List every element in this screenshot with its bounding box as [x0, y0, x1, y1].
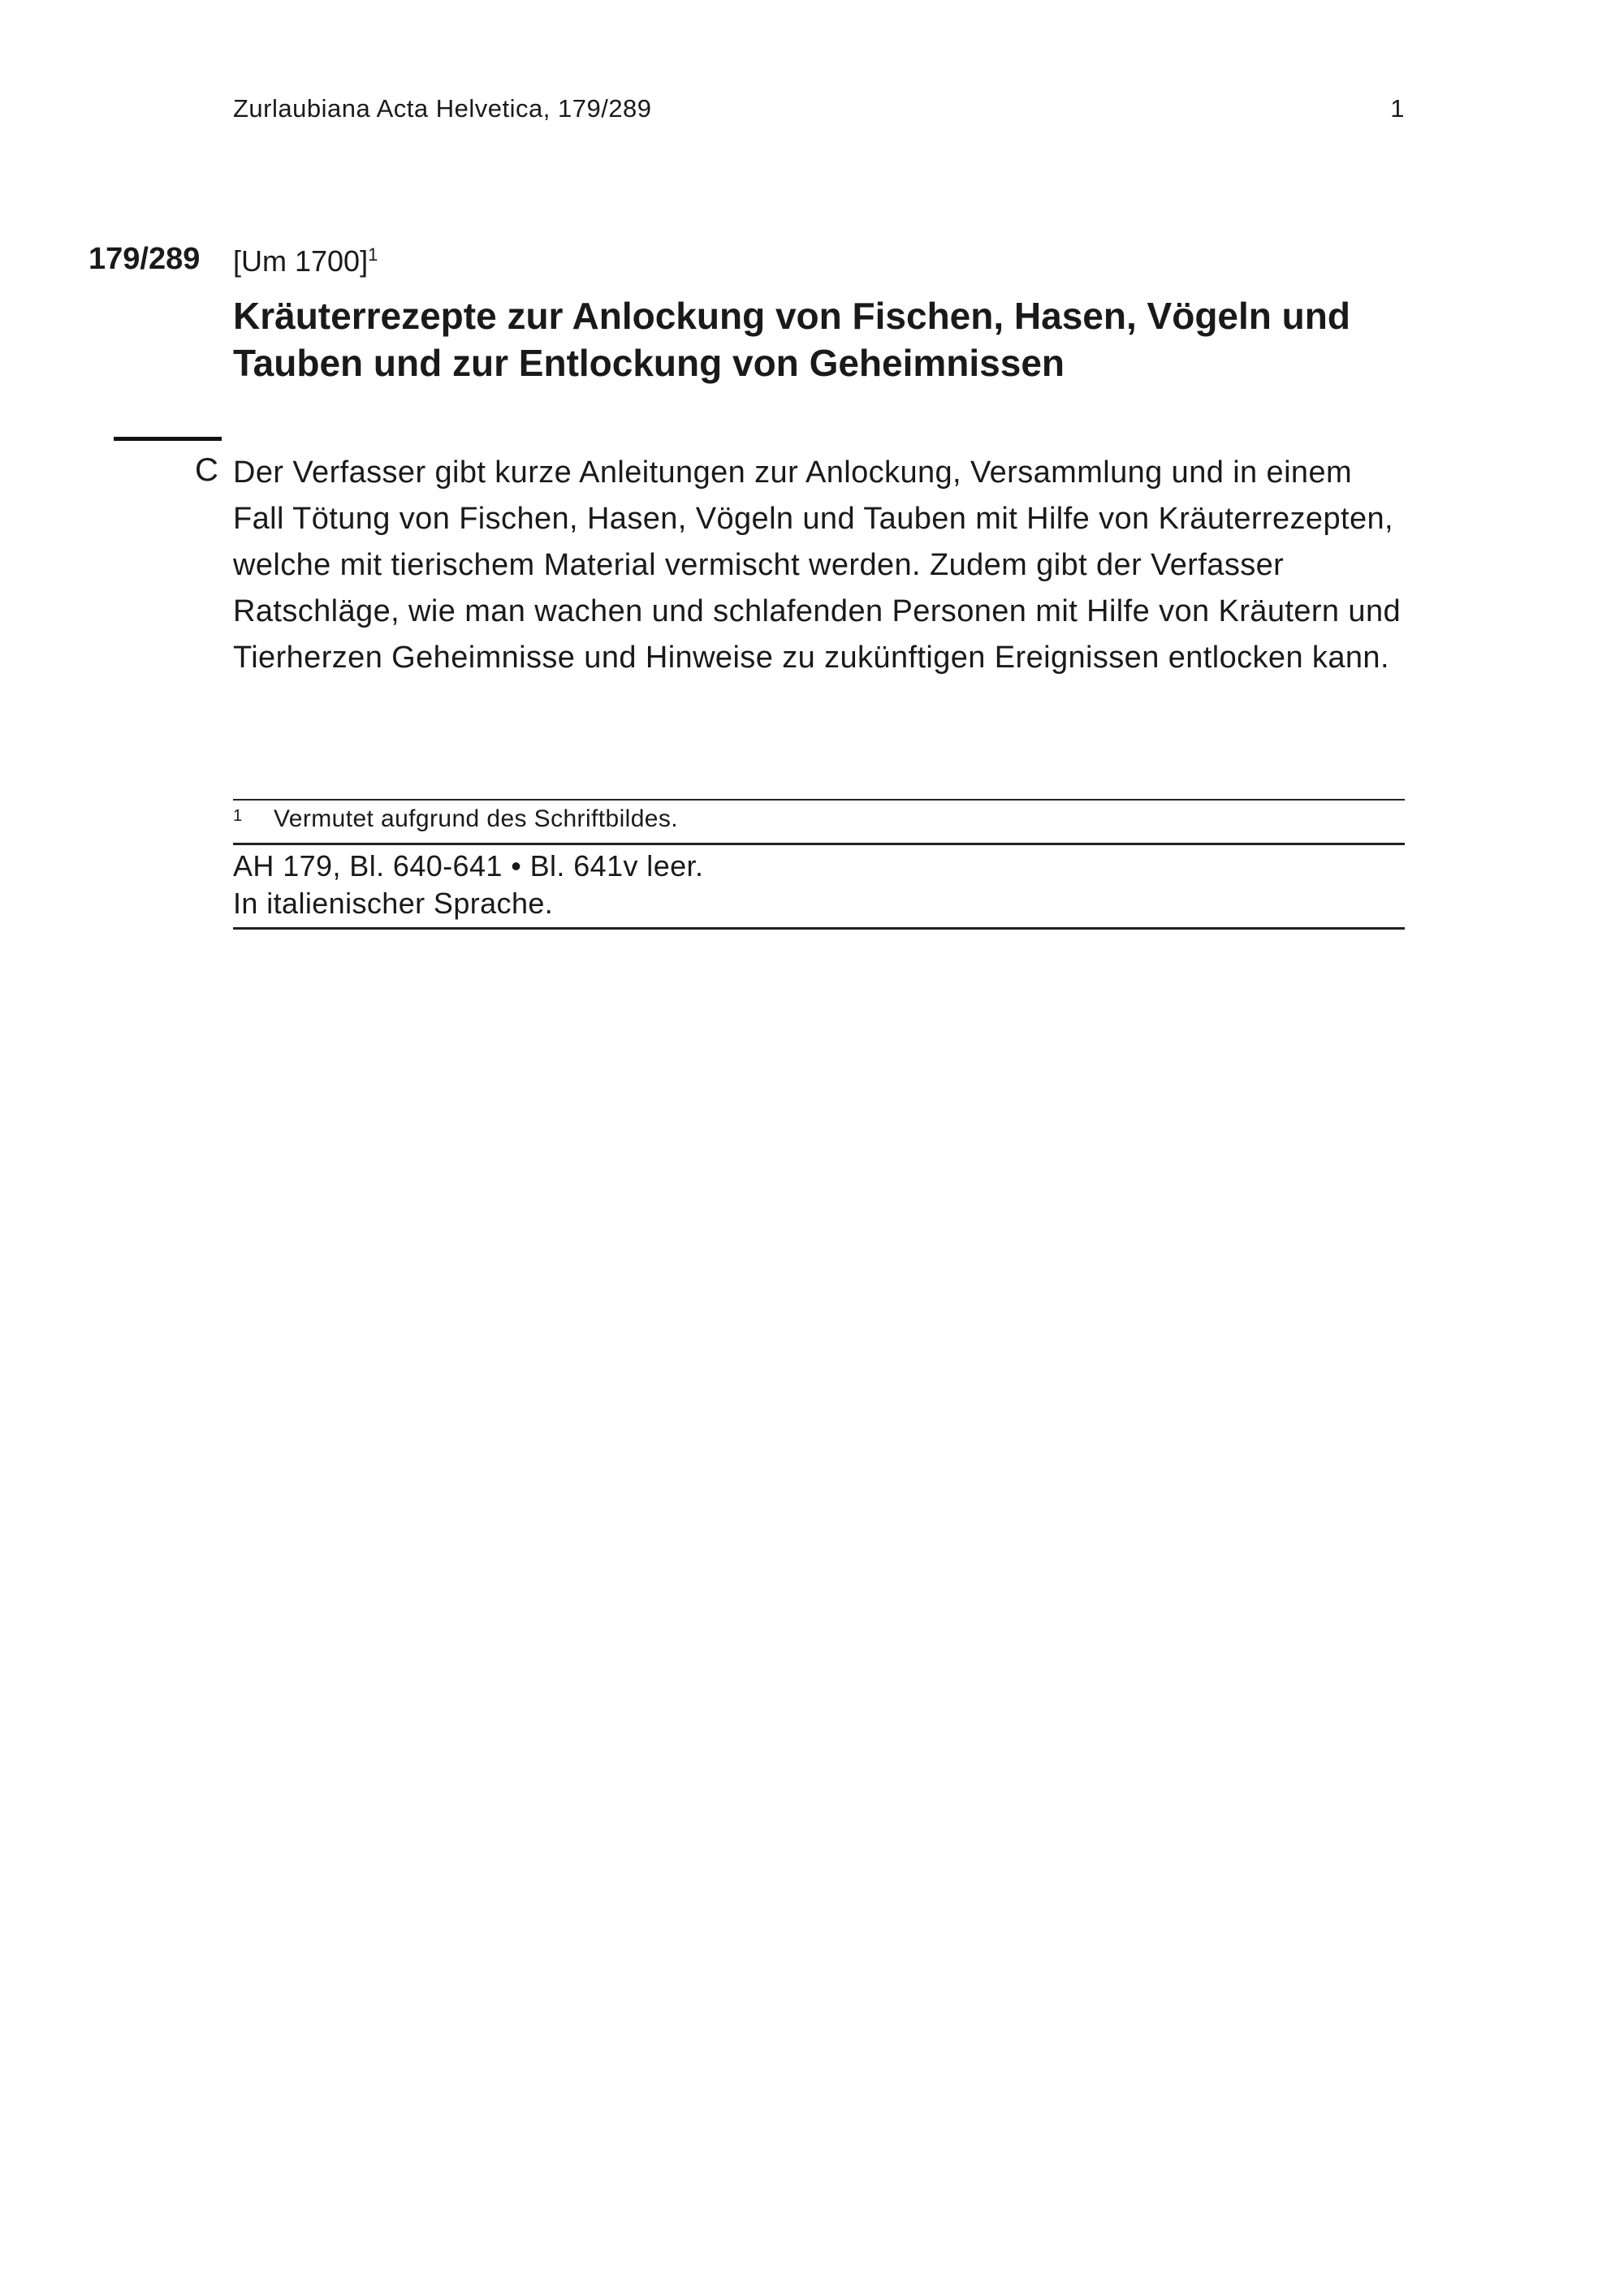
source-divider-bottom: [233, 927, 1405, 930]
source-reference: AH 179, Bl. 640-641 • Bl. 641v leer.: [233, 849, 704, 883]
document-title: Kräuterrezepte zur Anlockung von Fischen, Hasen, Vögeln und Tauben und zur Entlockung von Geheimnissen: [233, 295, 1350, 384]
summary-text: Der Verfasser gibt kurze Anleitungen zur Anlockung, Versammlung und in einem Fall Tötung von Fischen, Hasen, Vögeln und Tauben mit Hilfe von Kräuterrezepten, welche mit tierischem Material vermischt werden. Zudem gibt der Verfasser Ratschläge, wie man wachen und schlafenden Personen mit Hilfe von Kräutern und Tierherzen Geheimnisse und Hinweise zu zukünftigen Ereignissen entlocken kann.: [233, 455, 1402, 675]
footnote-text: Vermutet aufgrund des Schriftbildes.: [274, 805, 679, 832]
footnote-mark: 1: [233, 807, 243, 825]
date-text: [Um 1700]: [233, 244, 369, 278]
date-footnote-ref: 1: [368, 244, 378, 265]
footnote-divider: [233, 799, 1405, 801]
running-title: Zurlaubiana Acta Helvetica, 179/289: [233, 94, 652, 123]
running-header: [233, 94, 1405, 127]
source-language: In italienischer Sprache.: [233, 887, 554, 920]
summary-marker: C: [195, 452, 218, 488]
margin-rule: [114, 437, 222, 441]
document-date: [233, 244, 378, 278]
source-block: [233, 848, 1405, 922]
document-number: 179/289: [89, 242, 201, 276]
page-number: 1: [1390, 94, 1405, 123]
source-divider-top: [233, 843, 1405, 845]
